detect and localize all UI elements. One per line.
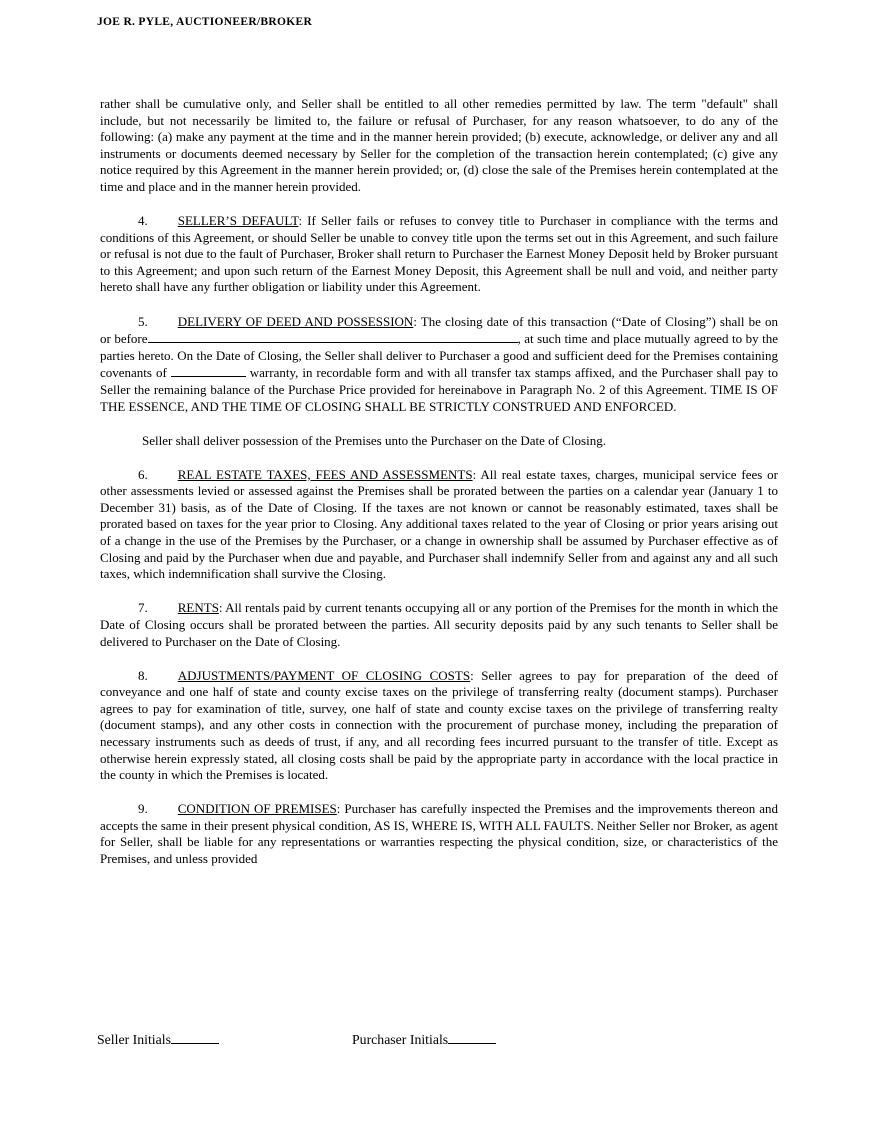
- paragraph-6-real-estate-taxes: [100, 467, 778, 583]
- paragraph-text: : Seller agrees to pay for preparation of the deed of conveyance and one half of state and county excise taxes on the privilege of transferring realty (document stamps). Purchaser agrees to pay for examination of title, survey, one half of state and county excise taxes on the privilege of transferring realty (document stamps), and any other costs in connection with the procurement of purchase money, including the preparation of necessary instruments such as deeds of trust, if any, and all recording fees incurred pursuant to the transfer of title. Except as otherwise herein expressly stated, all closing costs shall be paid by the appropriate party in accordance with the local practice in the county in which the Premises is located.: [100, 667, 778, 783]
- paragraph-7-rents: [100, 600, 778, 650]
- document-header: JOE R. PYLE, AUCTIONEER/BROKER: [97, 16, 313, 28]
- paragraph-text: : The closing date of this transaction (“Date of Closing”) shall be on or before: [100, 313, 778, 347]
- fill-in-blank[interactable]: [148, 330, 518, 343]
- paragraph-number: 6.: [138, 466, 148, 482]
- seller-initials: [97, 1030, 219, 1048]
- seller-initials-label: Seller Initials: [97, 1032, 171, 1047]
- paragraph-text: warranty, in recordable form and with all transfer tax stamps affixed, and the Purchaser shall pay to Seller the remaining balance of the Purchase Price provided for hereinabove in Paragraph No. 2 of this Agreement. TIME IS OF THE ESSENCE, AND THE TIME OF CLOSING SHALL BE STRICTLY CONSTRUED AND ENFORCED.: [100, 365, 779, 414]
- paragraph-text: : Purchaser has carefully inspected the Premises and the improvements thereon and accepts the same in their present physical condition, AS IS, WHERE IS, WITH ALL FAULTS. Neither Seller nor Broker, as agent for Seller, shall be liable for any representations or warranties respecting the physical condition, size, or characteristics of the Premises, and unless provided: [100, 801, 778, 867]
- document-body: [100, 96, 778, 868]
- paragraph-text: : All real estate taxes, charges, municipal service fees or other assessments levied or assessed against the Premises shall be prorated between the parties on a calendar year (January 1 to December 31) basis, as of the Date of Closing. If the taxes are not known or cannot be reasonably estimated, taxes shall be prorated based on taxes for the year prior to Closing. Any additional taxes related to the year of Closing or prior years arising out of a change in the use of the Premises by the Purchaser, or a change in ownership shall be assumed by Purchaser effective as of Closing and paid by the Purchaser when due and payable, and Purchaser shall indemnify Seller from and against any and all such taxes, which indemnification shall survive the Closing.: [100, 466, 778, 582]
- fill-in-blank[interactable]: [171, 364, 246, 377]
- paragraph-number: 4.: [138, 213, 148, 229]
- paragraph-number: 8.: [138, 667, 148, 683]
- paragraph-text: : All rentals paid by current tenants occupying all or any portion of the Premises for the month in which the Date of Closing occurs shall be prorated between the parties. All security deposits paid by any such tenants to Seller shall be delivered to Purchaser on the Date of Closing.: [100, 600, 778, 649]
- paragraph-number: 9.: [138, 801, 148, 817]
- section-heading: REAL ESTATE TAXES, FEES AND ASSESSMENTS: [177, 466, 473, 482]
- paragraph-number: 5.: [138, 313, 148, 329]
- paragraph-4-sellers-default: [100, 213, 778, 296]
- paragraph-9-condition-of-premises: [100, 801, 778, 867]
- paragraph-8-adjustments-closing-costs: [100, 668, 778, 784]
- paragraph-default-continuation: [100, 96, 778, 196]
- paragraph-text: : If Seller fails or refuses to convey title to Purchaser in compliance with the terms and conditions of this Agreement, or should Seller be unable to convey title upon the terms set out in this Agreement, and such failure or refusal is not due to the fault of Purchaser, Broker shall return to Purchaser the Earnest Money Deposit held by Broker pursuant to this Agreement; and upon such return of the Earnest Money Deposit, this Agreement shall be null and void, and neither party hereto shall have any further obligation or liability under this Agreement.: [100, 213, 778, 295]
- paragraph-5-delivery-of-deed: [100, 314, 778, 416]
- section-heading: CONDITION OF PREMISES: [177, 801, 337, 817]
- paragraph-text: , at such time and place mutually agreed to by the parties hereto. On the Date of Closing, the Seller shall deliver to Purchaser a good and sufficient deed for the Premises containing covenants of: [100, 331, 778, 381]
- purchaser-initials: [352, 1030, 496, 1048]
- seller-initials-blank[interactable]: [171, 1030, 219, 1044]
- section-heading: ADJUSTMENTS/PAYMENT OF CLOSING COSTS: [177, 667, 471, 683]
- section-heading: DELIVERY OF DEED AND POSSESSION: [177, 313, 414, 329]
- paragraph-text: Seller shall deliver possession of the Premises unto the Purchaser on the Date of Closing.: [142, 432, 606, 448]
- purchaser-initials-blank[interactable]: [448, 1030, 496, 1044]
- section-heading: SELLER’S DEFAULT: [177, 213, 299, 229]
- paragraph-text: rather shall be cumulative only, and Seller shall be entitled to all other remedies permitted by law. The term "default" shall include, but not necessarily be limited to, the failure or refusal of Purchaser, for any reason whatsoever, to do any of the following: (a) make any payment at the time and in the manner herein provided; (b) execute, acknowledge, or deliver any and all instruments or documents deemed necessary by Seller for the completion of the transaction herein contemplated; (c) give any notice required by this Agreement in the manner herein provided; or, (d) close the sale of the Premises herein contemplated at the time and place and in the manner herein provided.: [100, 96, 778, 194]
- paragraph-possession: [100, 433, 778, 450]
- section-heading: RENTS: [177, 600, 219, 616]
- paragraph-number: 7.: [138, 600, 148, 616]
- purchaser-initials-label: Purchaser Initials: [352, 1032, 449, 1047]
